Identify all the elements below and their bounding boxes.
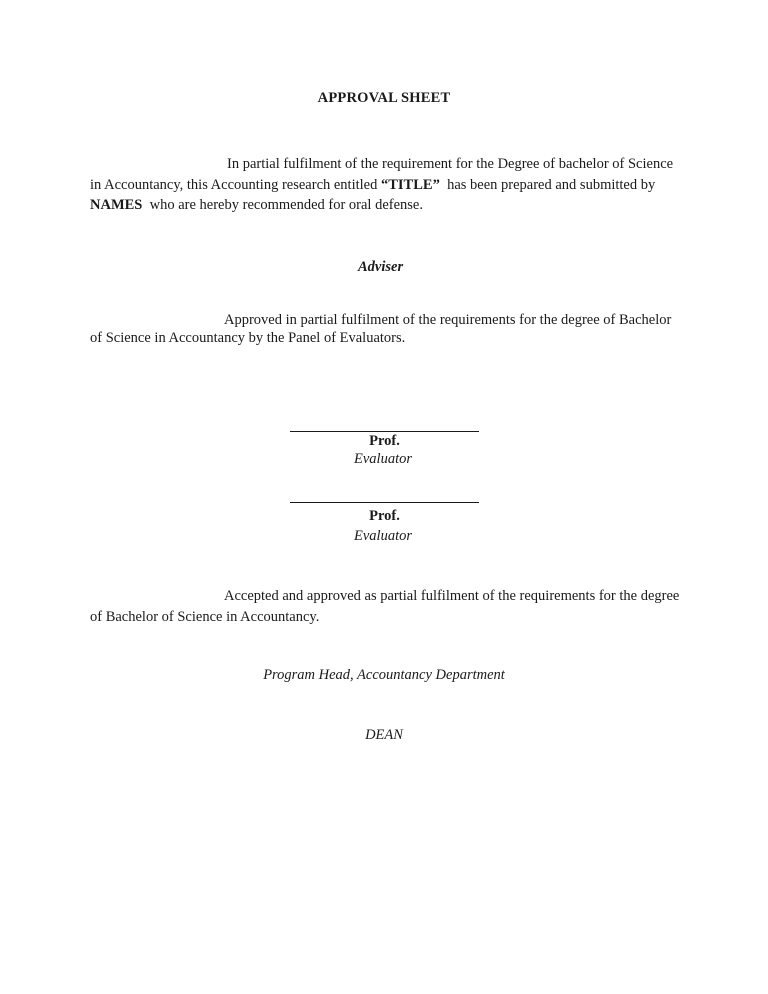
acceptance-text: Accepted and approved as partial fulfilment of the requirements for the degree of Bachelor of Science in Accountancy. [90, 588, 680, 625]
recommendation-text-c: who are hereby recommended for oral defense. [142, 197, 423, 213]
evaluator-signature-line [290, 431, 479, 432]
panel-approval-text: Approved in partial fulfilment of the requirements for the degree of Bachelor of Science in Accountancy by the Panel of Evaluators. [90, 312, 672, 346]
evaluator-name: Prof. [369, 433, 400, 449]
acceptance-paragraph [90, 586, 680, 627]
recommendation-text-a: In partial fulfilment of the requirement for the Degree of bachelor of Science in Accountancy, this Accounting research entitled [90, 156, 674, 193]
names-placeholder: NAMES [90, 197, 143, 213]
recommendation-text-b: has been prepared and submitted by [439, 176, 659, 193]
program-head-label: Program Head, Accountancy Department [263, 667, 505, 683]
evaluator-name: Prof. [369, 508, 400, 524]
research-title-placeholder: “TITLE” [380, 176, 440, 193]
evaluator-role: Evaluator [354, 451, 412, 467]
evaluator-signature-line [290, 502, 479, 503]
panel-approval-paragraph [90, 311, 680, 347]
document-title: APPROVAL SHEET [317, 90, 451, 106]
adviser-label: Adviser [358, 259, 404, 275]
recommendation-paragraph [90, 154, 680, 216]
dean-label: DEAN [365, 727, 403, 743]
evaluator-role: Evaluator [354, 528, 412, 544]
